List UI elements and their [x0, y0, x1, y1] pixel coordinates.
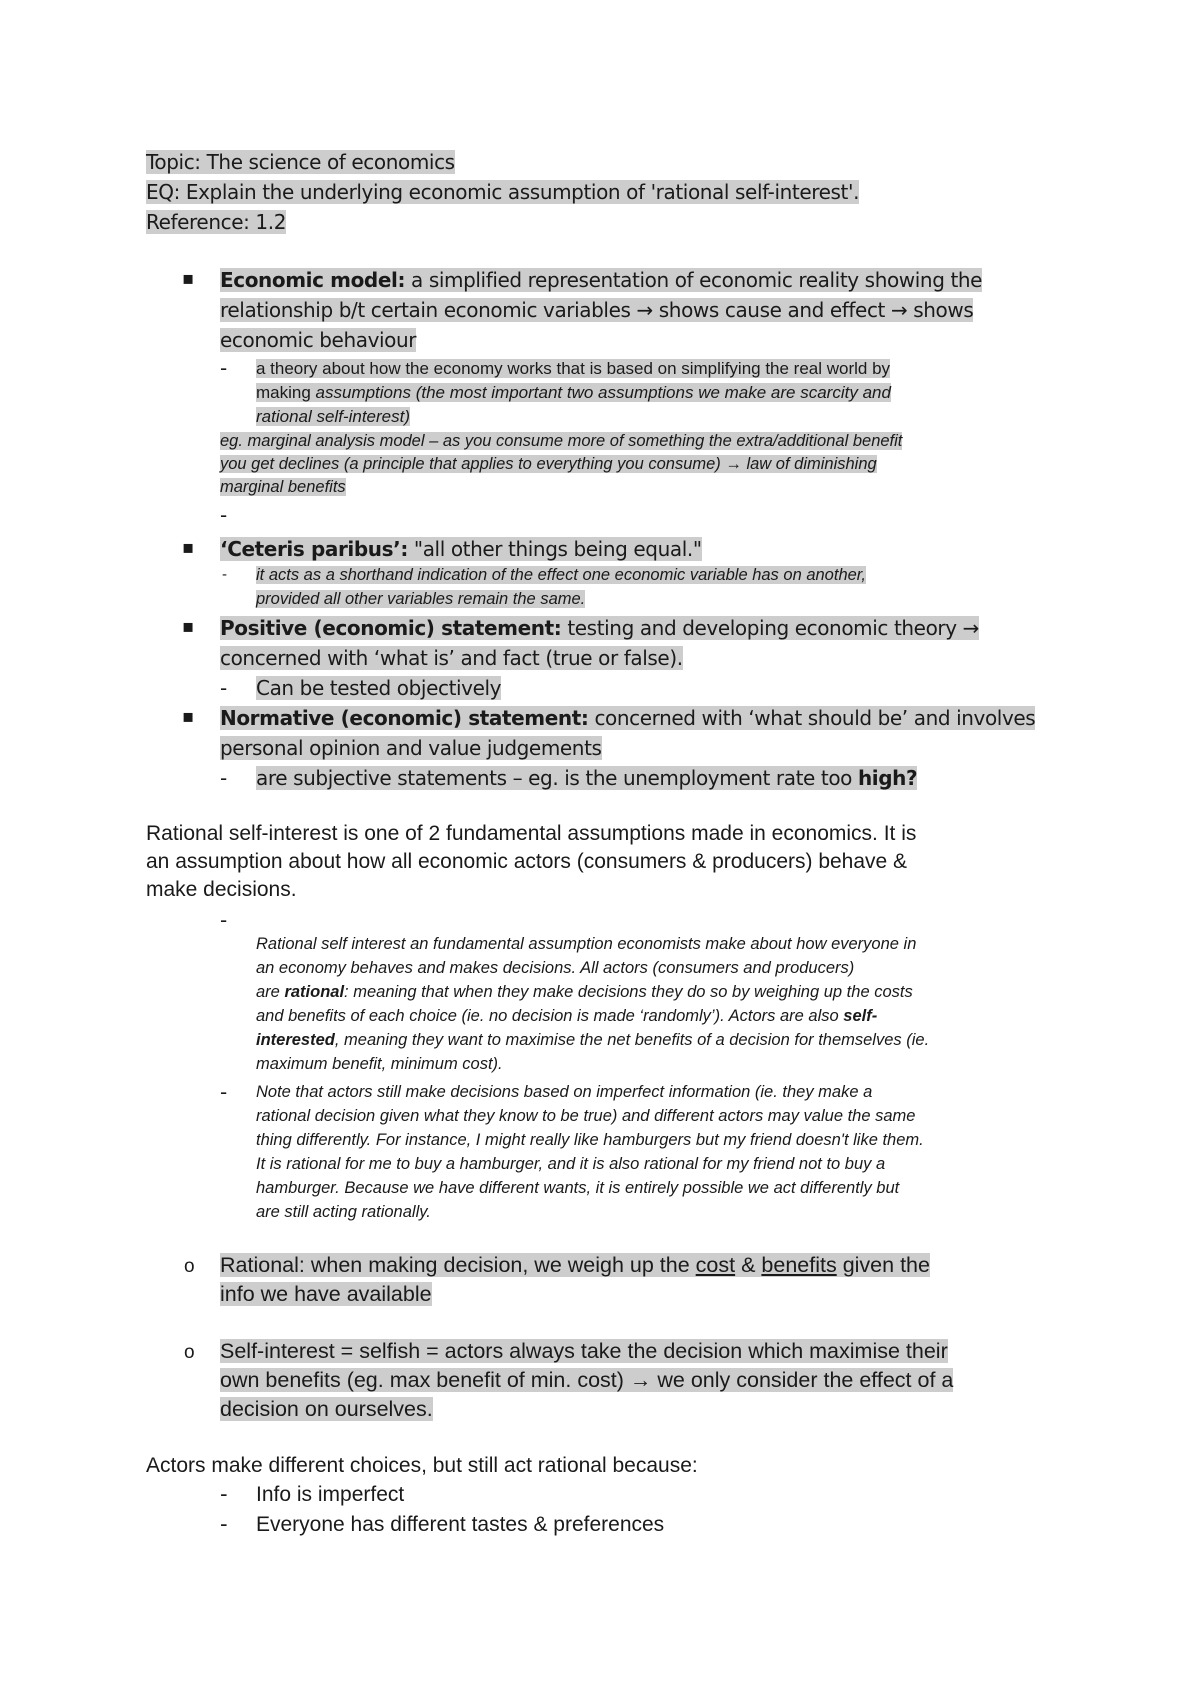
self-interest-line1: Self-interest = selfish = actors always take the decision which maximise their [220, 1339, 948, 1363]
normative-line2: personal opinion and value judgements [220, 736, 602, 760]
econ-model-line2: relationship b/t certain economic variables → shows cause and effect → shows [220, 298, 974, 322]
rsi-note-line1: Rational self interest an fundamental assumption economists make about how everyone in [256, 935, 917, 953]
imperfect-note-line4: It is rational for me to buy a hamburger, and it is also rational for my friend not to buy a [256, 1155, 886, 1173]
imperfect-note-line3: thing differently. For instance, I might really like hamburgers but my friend doesn't like them. [256, 1131, 924, 1149]
dash-bullet-icon: - [222, 566, 227, 583]
positive-line2: concerned with ‘what is’ and fact (true or false). [220, 646, 683, 670]
econ-model-sub1: a theory about how the economy works that is based on simplifying the real world by [256, 359, 891, 378]
dash-bullet-icon: - [220, 1512, 228, 1536]
dash-bullet-icon: - [220, 356, 227, 380]
arrow-icon: → [725, 455, 742, 473]
paragraph-line1: Rational self-interest is one of 2 fundamental assumptions made in economics. It is [146, 822, 917, 845]
dash-bullet-icon: - [220, 766, 227, 790]
square-bullet-icon: ▪ [182, 706, 194, 727]
arrow-icon: → [629, 1368, 652, 1392]
econ-model-line1: Economic model: a simplified representation of economic reality showing the [220, 268, 983, 292]
ceteris-sub1: it acts as a shorthand indication of the effect one economic variable has on another, [256, 566, 866, 584]
dash-bullet-icon: - [220, 1080, 227, 1104]
circle-bullet-icon: o [184, 1256, 195, 1277]
dash-bullet-icon: - [220, 503, 227, 527]
arrow-icon: → [890, 298, 908, 322]
normative-sub: are subjective statements – eg. is the unemployment rate too high? [256, 766, 918, 790]
econ-model-eg1: eg. marginal analysis model – as you consume more of something the extra/additional benefit [220, 432, 903, 450]
econ-model-sub3: rational self-interest) [256, 407, 411, 426]
topic-line: Topic: The science of economics [146, 150, 455, 174]
self-interest-line3: decision on ourselves. [220, 1397, 433, 1421]
square-bullet-icon: ▪ [182, 537, 194, 558]
rsi-note-line5: interested, meaning they want to maximise the net benefits of a decision for themselves (ie. [256, 1031, 930, 1049]
rsi-note-line6: maximum benefit, minimum cost). [256, 1055, 503, 1073]
circle-bullet-icon: o [184, 1342, 195, 1363]
rational-point-line1: Rational: when making decision, we weigh up the cost & benefits given the [220, 1253, 930, 1277]
arrow-icon: → [636, 298, 653, 322]
square-bullet-icon: ▪ [182, 268, 194, 289]
self-interest-line2: own benefits (eg. max benefit of min. cost) → we only consider the effect of a [220, 1368, 954, 1392]
ceteris-line: ‘Ceteris paribus’: "all other things being equal." [220, 537, 702, 561]
normative-line1: Normative (economic) statement: concerned with ‘what should be’ and involves [220, 706, 1036, 730]
rsi-note-line4: and benefits of each choice (ie. no decision is made ‘randomly’). Actors are also self- [256, 1007, 878, 1025]
square-bullet-icon: ▪ [182, 616, 194, 637]
imperfect-note-line1: Note that actors still make decisions based on imperfect information (ie. they make a [256, 1083, 873, 1101]
conclusion-item: Everyone has different tastes & preferences [256, 1513, 665, 1536]
paragraph-line3: make decisions. [146, 878, 297, 901]
positive-sub: Can be tested objectively [256, 676, 502, 700]
eq-line: EQ: Explain the underlying economic assumption of 'rational self-interest'. [146, 180, 860, 204]
rsi-note-line3: are rational: meaning that when they make decisions they do so by weighing up the costs [256, 983, 913, 1001]
reference-line: Reference: 1.2 [146, 210, 287, 234]
econ-model-sub2: making assumptions (the most important two assumptions we make are scarcity and [256, 383, 891, 402]
rsi-note-line2: an economy behaves and makes decisions. All actors (consumers and producers) [256, 959, 855, 977]
dash-bullet-icon: - [220, 676, 227, 700]
econ-model-eg3: marginal benefits [220, 478, 346, 496]
positive-line1: Positive (economic) statement: testing and developing economic theory → [220, 616, 980, 640]
econ-model-eg2: you get declines (a principle that applies to everything you consume) → law of diminishing [220, 455, 877, 473]
dash-bullet-icon: - [220, 1482, 228, 1506]
arrow-icon: → [962, 616, 980, 640]
imperfect-note-line5: hamburger. Because we have different wants, it is entirely possible we act differently but [256, 1179, 900, 1197]
conclusion-intro: Actors make different choices, but still act rational because: [146, 1454, 698, 1477]
imperfect-note-line2: rational decision given what they know to be true) and different actors may value the same [256, 1107, 916, 1125]
paragraph-line2: an assumption about how all economic actors (consumers & producers) behave & [146, 850, 908, 873]
imperfect-note-line6: are still acting rationally. [256, 1203, 431, 1221]
conclusion-item: Info is imperfect [256, 1483, 405, 1506]
ceteris-sub2: provided all other variables remain the same. [256, 590, 586, 608]
rational-point-line2: info we have available [220, 1282, 432, 1306]
econ-model-line3: economic behaviour [220, 328, 417, 352]
dash-bullet-icon: - [220, 908, 227, 932]
